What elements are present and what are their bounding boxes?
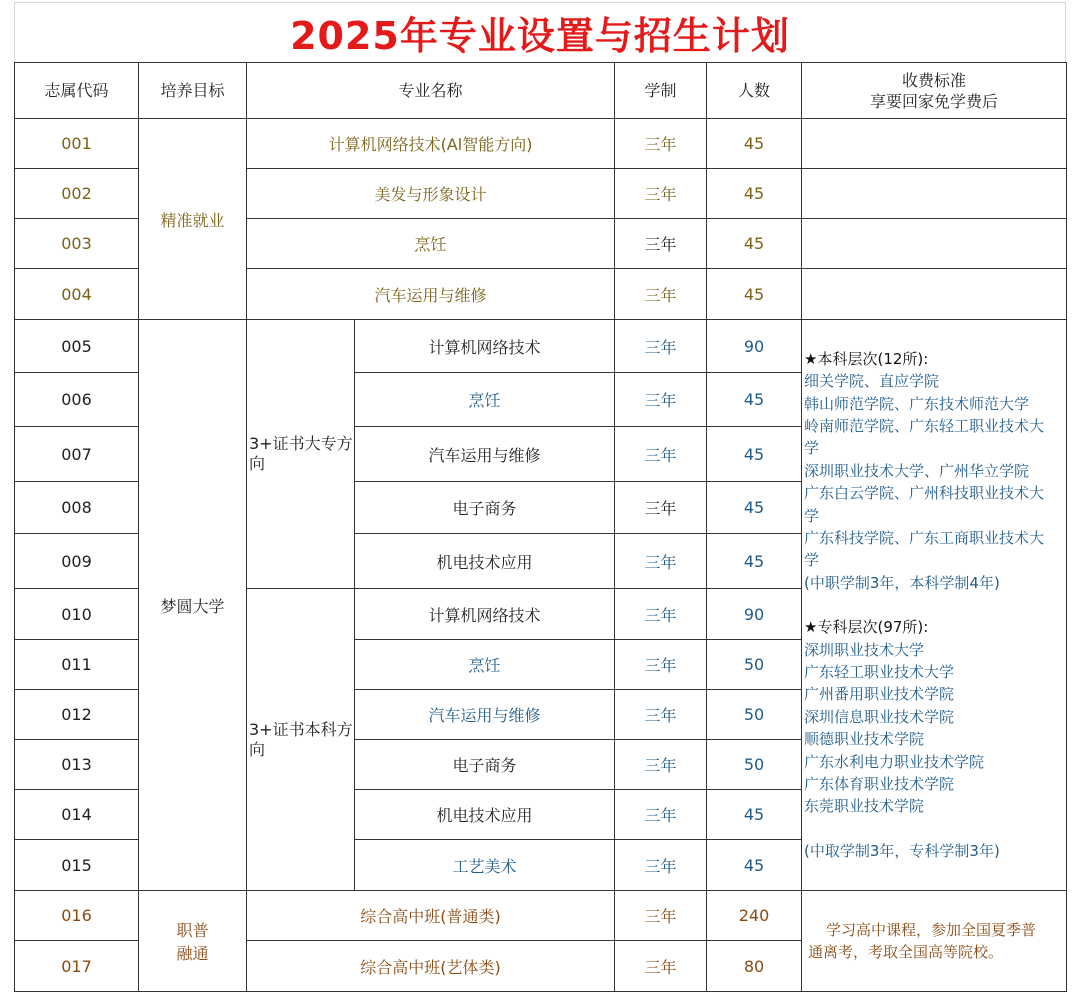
code-cell: 001 xyxy=(15,119,139,169)
title-bar xyxy=(14,2,1066,62)
major-cell: 汽车运用与维修 xyxy=(247,269,615,320)
bachelor-school: 广东科技学院、广东工商职业技术大 xyxy=(804,528,1045,547)
major-cell: 汽车运用与维修 xyxy=(355,690,615,740)
major-cell: 美发与形象设计 xyxy=(247,169,615,219)
bachelor-school: 韩山师范学院、广东技术师范大学 xyxy=(804,394,1030,413)
bachelor-school: 学 xyxy=(804,551,820,570)
header-fee xyxy=(802,63,1067,119)
junior-school: 深圳信息职业技术学院 xyxy=(804,707,955,726)
count-cell: 45 xyxy=(707,373,802,427)
code-cell: 003 xyxy=(15,219,139,269)
header-duration: 学制 xyxy=(615,63,707,119)
code-cell: 010 xyxy=(15,589,139,640)
bachelor-school: 广东白云学院、广州科技职业技术大 xyxy=(804,484,1045,503)
bachelor-school: 学 xyxy=(804,506,820,525)
count-cell: 80 xyxy=(707,941,802,992)
major-cell: 综合高中班(艺体类) xyxy=(247,941,615,992)
track-junior-college: 3+证书大专方向 xyxy=(247,320,355,589)
major-cell: 计算机网络技术(Al智能方向) xyxy=(247,119,615,169)
page-title: 2025年专业设置与招生计划 xyxy=(290,14,790,58)
code-cell: 015 xyxy=(15,840,139,891)
code-cell: 006 xyxy=(15,373,139,427)
major-cell: 机电技术应用 xyxy=(355,790,615,840)
major-cell: 电子商务 xyxy=(355,482,615,534)
fee-cell xyxy=(802,219,1067,269)
track-bachelor: 3+证书本科方向 xyxy=(247,589,355,891)
fee-institution-list xyxy=(802,320,1067,891)
header-code: 志属代码 xyxy=(15,63,139,119)
goal-general-line1: 职普 xyxy=(176,921,209,940)
header-count: 人数 xyxy=(707,63,802,119)
table-row xyxy=(15,320,1067,373)
goal-general-integration xyxy=(139,891,247,992)
header-fee-line2: 享要回家免学费后 xyxy=(870,91,999,111)
code-cell: 007 xyxy=(15,427,139,482)
count-cell: 45 xyxy=(707,119,802,169)
duration-cell: 三年 xyxy=(615,740,707,790)
duration-cell: 三年 xyxy=(615,840,707,891)
count-cell: 45 xyxy=(707,269,802,320)
count-cell: 50 xyxy=(707,690,802,740)
duration-cell: 三年 xyxy=(615,690,707,740)
enrollment-table xyxy=(14,62,1067,992)
list-gap xyxy=(804,594,1066,616)
goal-general-line2: 融通 xyxy=(176,944,209,963)
code-cell: 005 xyxy=(15,320,139,373)
duration-cell: 三年 xyxy=(615,427,707,482)
major-cell: 计算机网络技术 xyxy=(355,320,615,373)
code-cell: 008 xyxy=(15,482,139,534)
count-cell: 45 xyxy=(707,790,802,840)
count-cell: 90 xyxy=(707,589,802,640)
duration-cell: 三年 xyxy=(615,269,707,320)
major-cell: 烹饪 xyxy=(247,219,615,269)
general-note-line2: 通离考，考取全国高等院校。 xyxy=(808,943,1004,961)
duration-cell: 三年 xyxy=(615,169,707,219)
count-cell: 45 xyxy=(707,427,802,482)
major-cell: 机电技术应用 xyxy=(355,534,615,589)
duration-cell: 三年 xyxy=(615,373,707,427)
general-note xyxy=(802,891,1067,992)
duration-cell: 三年 xyxy=(615,219,707,269)
junior-school: 顺德职业技术学院 xyxy=(804,730,925,749)
code-cell: 009 xyxy=(15,534,139,589)
fee-cell xyxy=(802,169,1067,219)
junior-note: (中取学制3年，专科学制3年) xyxy=(804,841,1000,860)
header-goal: 培养目标 xyxy=(139,63,247,119)
list-gap xyxy=(804,818,1066,840)
bachelor-school: 深圳职业技术大学、广州华立学院 xyxy=(804,461,1030,480)
count-cell: 50 xyxy=(707,740,802,790)
major-cell: 烹饪 xyxy=(355,640,615,690)
table-row xyxy=(15,119,1067,169)
junior-school: 东莞职业技术学院 xyxy=(804,797,925,816)
junior-school: 广东水利电力职业技术学院 xyxy=(804,752,985,771)
count-cell: 45 xyxy=(707,840,802,891)
junior-header: ★专科层次(97所): xyxy=(804,618,929,637)
major-cell: 烹饪 xyxy=(355,373,615,427)
goal-employment: 精准就业 xyxy=(139,119,247,320)
major-cell: 工艺美术 xyxy=(355,840,615,891)
duration-cell: 三年 xyxy=(615,320,707,373)
major-cell: 汽车运用与维修 xyxy=(355,427,615,482)
count-cell: 45 xyxy=(707,169,802,219)
major-cell: 计算机网络技术 xyxy=(355,589,615,640)
code-cell: 016 xyxy=(15,891,139,941)
code-cell: 013 xyxy=(15,740,139,790)
count-cell: 45 xyxy=(707,482,802,534)
bachelor-school: 学 xyxy=(804,439,820,458)
junior-school: 广东轻工职业技术大学 xyxy=(804,663,955,682)
header-fee-line1: 收费标准 xyxy=(902,70,967,90)
code-cell: 002 xyxy=(15,169,139,219)
count-cell: 240 xyxy=(707,891,802,941)
header-major: 专业名称 xyxy=(247,63,615,119)
code-cell: 017 xyxy=(15,941,139,992)
bachelor-school: 细关学院、直应学院 xyxy=(804,372,940,391)
bachelor-school: 岭南师范学院、广东轻工职业技术大 xyxy=(804,416,1045,435)
goal-university: 梦圆大学 xyxy=(139,320,247,891)
code-cell: 011 xyxy=(15,640,139,690)
duration-cell: 三年 xyxy=(615,891,707,941)
general-note-line1: 学习高中课程，参加全国夏季普 xyxy=(826,921,1037,939)
duration-cell: 三年 xyxy=(615,941,707,992)
count-cell: 90 xyxy=(707,320,802,373)
count-cell: 50 xyxy=(707,640,802,690)
count-cell: 45 xyxy=(707,219,802,269)
junior-school: 深圳职业技术大学 xyxy=(804,640,925,659)
major-cell: 电子商务 xyxy=(355,740,615,790)
duration-cell: 三年 xyxy=(615,534,707,589)
duration-cell: 三年 xyxy=(615,119,707,169)
fee-cell xyxy=(802,119,1067,169)
junior-school: 广州番用职业技术学院 xyxy=(804,685,955,704)
code-cell: 014 xyxy=(15,790,139,840)
junior-school: 广东体育职业技术学院 xyxy=(804,775,955,794)
fee-cell xyxy=(802,269,1067,320)
bachelor-header: ★本科层次(12所): xyxy=(804,349,929,368)
duration-cell: 三年 xyxy=(615,640,707,690)
code-cell: 004 xyxy=(15,269,139,320)
code-cell: 012 xyxy=(15,690,139,740)
duration-cell: 三年 xyxy=(615,482,707,534)
count-cell: 45 xyxy=(707,534,802,589)
bachelor-note: (中职学制3年，本科学制4年) xyxy=(804,573,1000,592)
duration-cell: 三年 xyxy=(615,790,707,840)
major-cell: 综合高中班(普通类) xyxy=(247,891,615,941)
table-row xyxy=(15,891,1067,941)
header-row xyxy=(15,63,1067,119)
duration-cell: 三年 xyxy=(615,589,707,640)
